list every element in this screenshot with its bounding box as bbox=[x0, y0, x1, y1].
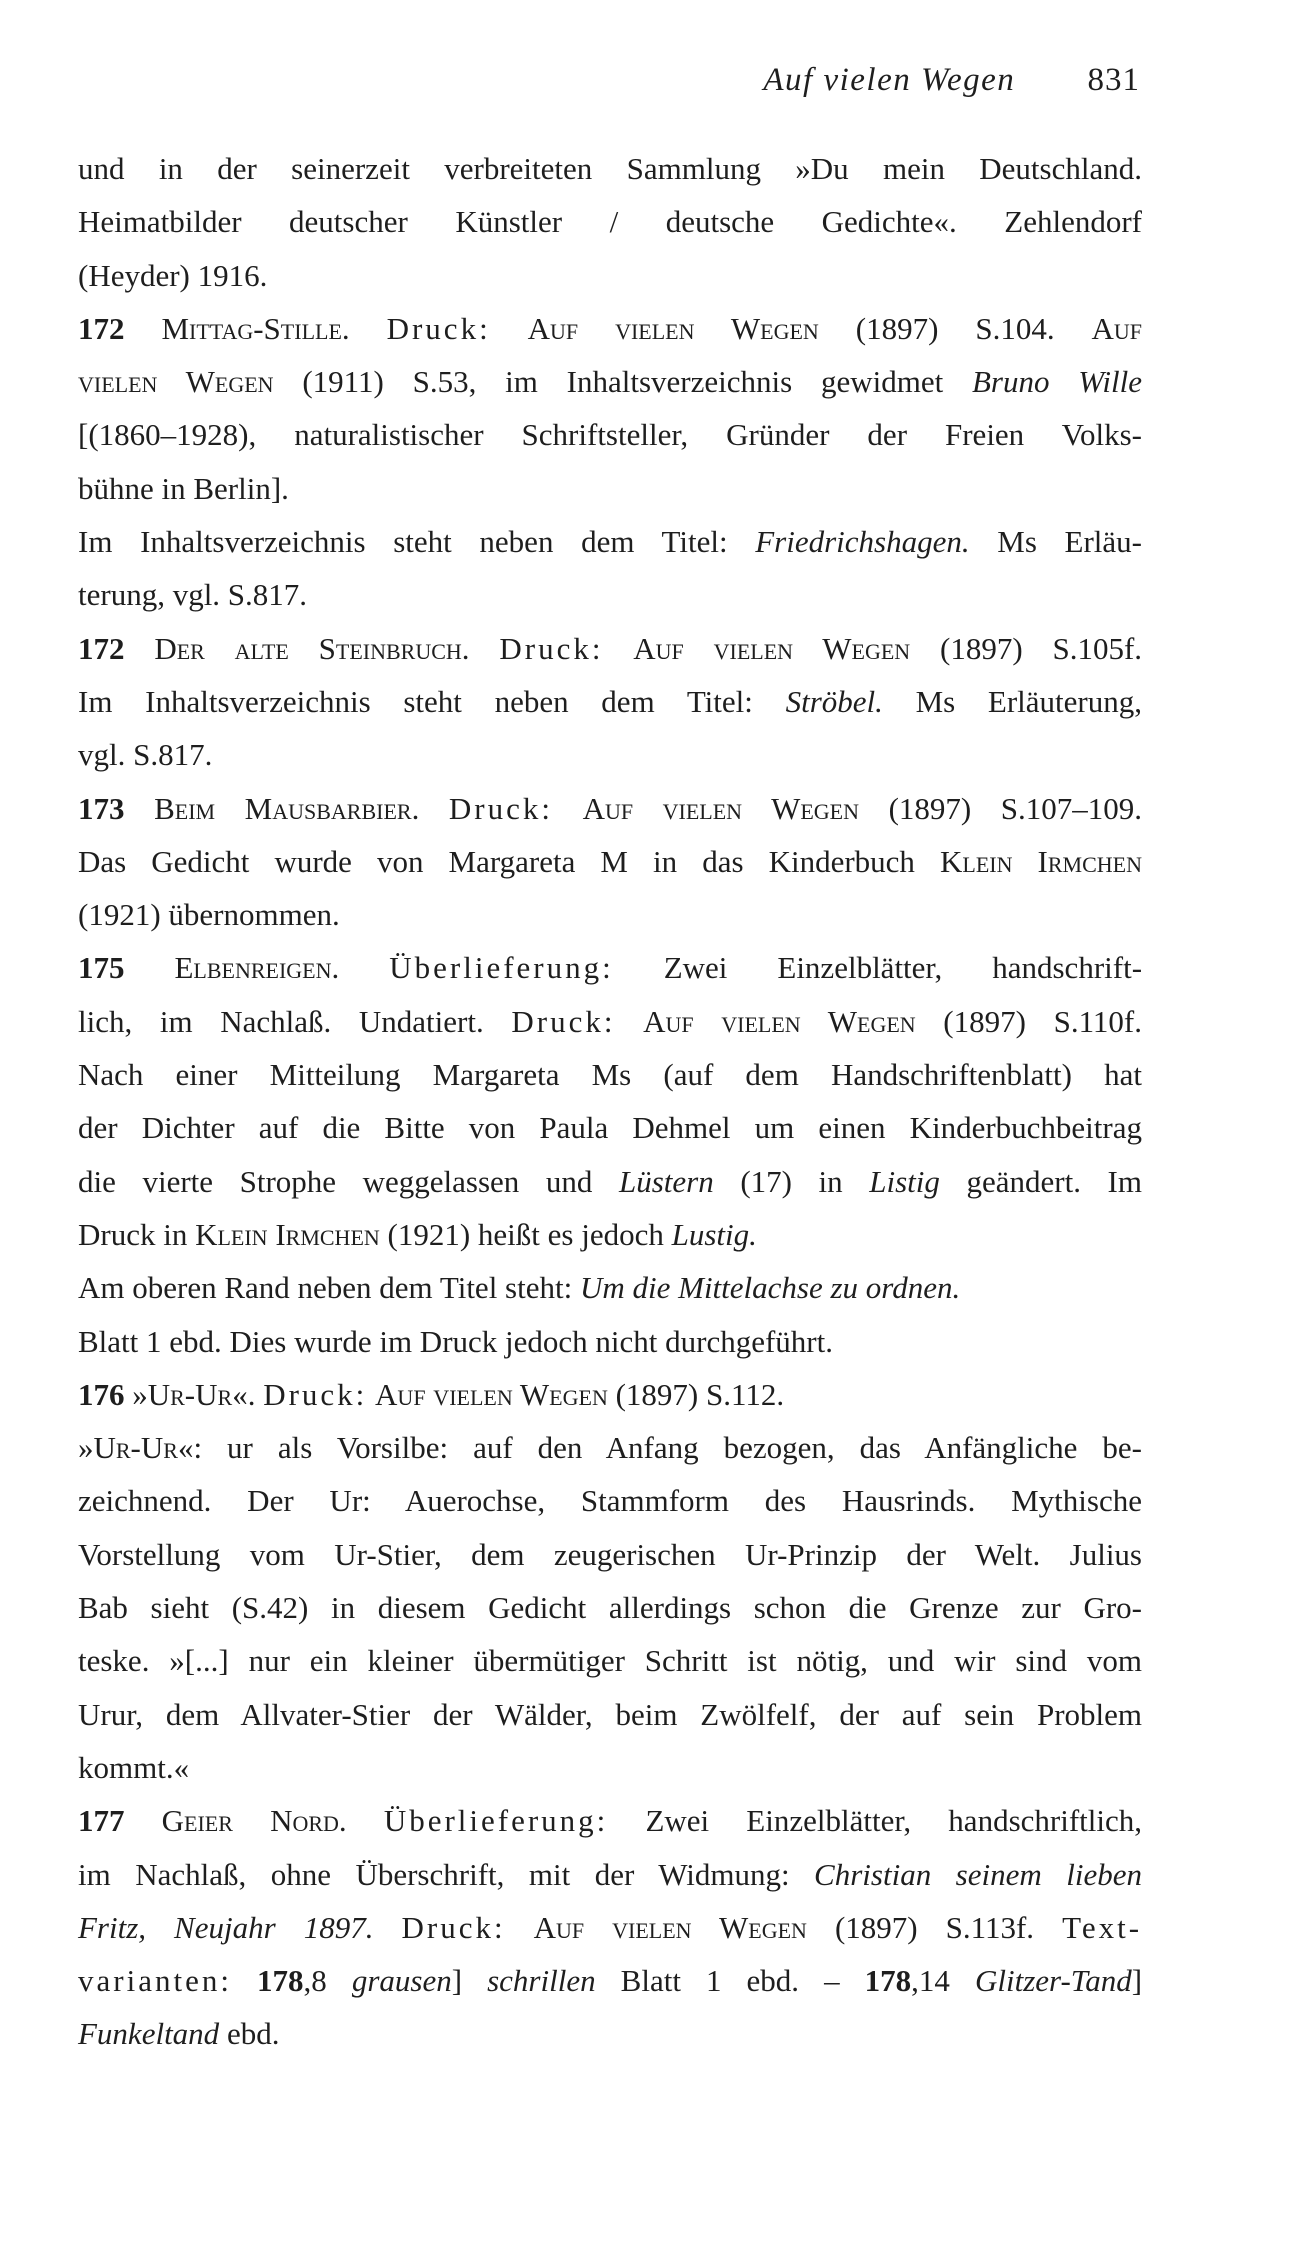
italic-text: Fritz, Neujahr 1897. bbox=[78, 1909, 374, 1945]
text-segment bbox=[615, 1004, 643, 1039]
text-segment: (Heyder) 1916. bbox=[78, 257, 268, 293]
italic-text: grausen bbox=[351, 1963, 452, 1999]
text-segment: «. bbox=[232, 1376, 264, 1412]
entry-number: 172 bbox=[78, 310, 125, 346]
spaced-label: Druck: bbox=[263, 1376, 368, 1412]
small-caps-title: Mittag-Stille bbox=[161, 310, 342, 346]
text-segment: Heimatbilder deutscher Künstler / deutsche Gedichte«. Zehlendorf bbox=[78, 204, 1142, 240]
text-line bbox=[78, 1421, 1142, 1474]
text-segment: » bbox=[78, 1430, 94, 1466]
text-line bbox=[78, 195, 1142, 248]
entry-number: 172 bbox=[78, 630, 125, 666]
text-line bbox=[78, 249, 1142, 302]
small-caps-title: Auf vielen Wegen bbox=[375, 1376, 608, 1412]
text-segment: Im Inhaltsverzeichnis steht neben dem Titel: bbox=[78, 683, 786, 719]
text-line bbox=[78, 1315, 1142, 1368]
text-segment: . bbox=[341, 310, 387, 346]
spaced-label: Druck: bbox=[511, 1003, 616, 1039]
italic-text: Funkeltand bbox=[78, 2016, 220, 2052]
entry-number: 178 bbox=[257, 1963, 304, 1999]
text-segment bbox=[125, 1803, 162, 1838]
text-segment: (1897) S.105f. bbox=[910, 630, 1143, 666]
italic-text: Lustig. bbox=[671, 1216, 757, 1252]
text-line bbox=[78, 1474, 1142, 1527]
text-segment: Am oberen Rand neben dem Titel steht: bbox=[78, 1270, 580, 1306]
text-segment: Ms Erläu- bbox=[969, 524, 1142, 560]
text-segment: (17) in bbox=[713, 1163, 870, 1199]
text-segment: der Dichter auf die Bitte von Paula Dehmel um einen Kinderbuchbeitrag bbox=[78, 1110, 1142, 1146]
text-line bbox=[78, 835, 1142, 888]
entry-number: 173 bbox=[78, 790, 125, 826]
spaced-label: varianten: bbox=[78, 1963, 232, 1999]
text-line bbox=[78, 941, 1142, 994]
text-line bbox=[78, 1101, 1142, 1154]
spaced-label: Druck: bbox=[499, 630, 604, 666]
text-segment: ,8 bbox=[303, 1963, 352, 1999]
italic-text: Ströbel. bbox=[785, 683, 883, 719]
text-line bbox=[78, 1688, 1142, 1741]
text-segment: (1921) heißt es jedoch bbox=[379, 1216, 672, 1252]
text-segment: (1897) S.107–109. bbox=[859, 790, 1143, 826]
text-segment: Vorstellung vom Ur-Stier, dem zeugerischen Ur-Prinzip der Welt. Julius bbox=[78, 1536, 1142, 1572]
text-segment: Druck in bbox=[78, 1216, 196, 1252]
text-segment bbox=[125, 950, 175, 985]
small-caps-title: Auf vielen Wegen bbox=[633, 630, 911, 666]
small-caps-title: Der alte Steinbruch bbox=[154, 630, 462, 666]
text-line bbox=[78, 568, 1142, 621]
spaced-label: Druck: bbox=[401, 1909, 506, 1945]
text-line bbox=[78, 995, 1142, 1048]
text-segment: im Nachlaß, ohne Überschrift, mit der Widmung: bbox=[78, 1856, 815, 1892]
small-caps-title: Geier Nord bbox=[161, 1803, 339, 1839]
text-segment: teske. »[...] nur ein kleiner übermütiger Schritt ist nötig, und wir sind vom bbox=[78, 1643, 1142, 1679]
text-segment bbox=[232, 1963, 257, 1998]
text-segment bbox=[125, 631, 155, 666]
text-segment: und in der seinerzeit verbreiteten Sammlung »Du mein Deutschland. bbox=[78, 151, 1142, 186]
text-line bbox=[78, 302, 1142, 355]
italic-text: Christian seinem lieben bbox=[814, 1856, 1142, 1892]
small-caps-title: Elbenreigen bbox=[174, 950, 332, 986]
entry-number: 176 bbox=[78, 1376, 125, 1412]
text-line bbox=[78, 408, 1142, 461]
text-line bbox=[78, 1208, 1142, 1261]
text-segment: Nach einer Mitteilung Margareta Ms (auf dem Handschriftenblatt) hat bbox=[78, 1057, 1142, 1093]
text-line bbox=[78, 1954, 1142, 2007]
text-segment: . bbox=[338, 1803, 384, 1839]
italic-text: Lüstern bbox=[618, 1163, 714, 1199]
text-segment: Bab sieht (S.42) in diesem Gedicht allerdings schon die Grenze zur Gro- bbox=[78, 1590, 1142, 1626]
spaced-label: Druck: bbox=[448, 790, 553, 826]
small-caps-title: Klein Irmchen bbox=[195, 1216, 380, 1252]
small-caps-title: Klein Irmchen bbox=[940, 843, 1142, 879]
text-segment: Das Gedicht wurde von Margareta M in das Kinderbuch bbox=[78, 843, 940, 879]
page-number: 831 bbox=[1087, 62, 1140, 98]
small-caps-title: Auf vielen Wegen bbox=[582, 790, 859, 826]
text-segment: (1897) S.104. bbox=[818, 310, 1092, 346]
italic-text: Um die Mittelachse zu ordnen. bbox=[579, 1270, 961, 1306]
text-segment: terung, vgl. S.817. bbox=[78, 577, 308, 613]
running-head bbox=[763, 60, 1140, 100]
text-segment: ] bbox=[451, 1963, 488, 1999]
text-segment: ] bbox=[1131, 1963, 1143, 1999]
text-line bbox=[78, 1528, 1142, 1581]
text-segment: «: ur als Vorsilbe: auf den Anfang bezogen, das Anfängliche be- bbox=[177, 1430, 1142, 1466]
entry-number: 178 bbox=[864, 1963, 912, 1999]
italic-text: Glitzer-Tand bbox=[974, 1963, 1132, 1999]
small-caps-title: Auf vielen Wegen bbox=[527, 310, 819, 346]
text-segment: . bbox=[331, 950, 390, 986]
text-segment: . bbox=[411, 790, 449, 826]
text-segment: Zwei Einzelblätter, handschrift- bbox=[613, 950, 1143, 986]
text-segment: kommt.« bbox=[78, 1749, 190, 1785]
spaced-label: Überlieferung: bbox=[389, 950, 614, 986]
text-line bbox=[78, 462, 1142, 515]
text-line bbox=[78, 782, 1142, 835]
text-segment: (1921) übernommen. bbox=[78, 897, 340, 933]
text-line bbox=[78, 2007, 1142, 2060]
text-segment bbox=[506, 1910, 534, 1945]
text-segment: [(1860–1928), naturalistischer Schriftsteller, Gründer der Freien Volks- bbox=[78, 417, 1142, 453]
text-segment bbox=[553, 791, 583, 826]
spaced-label: Überlieferung: bbox=[383, 1803, 609, 1839]
text-segment: Ms Erläuterung, bbox=[882, 683, 1142, 719]
text-line bbox=[78, 1794, 1142, 1847]
italic-text: schrillen bbox=[487, 1963, 596, 1999]
text-segment: zeichnend. Der Ur: Auerochse, Stammform des Hausrinds. Mythische bbox=[78, 1483, 1142, 1519]
text-line bbox=[78, 1048, 1142, 1101]
text-line bbox=[78, 1634, 1142, 1687]
text-segment: (1897) S.113f. bbox=[806, 1909, 1063, 1945]
spaced-label: Text- bbox=[1062, 1909, 1143, 1945]
running-title: Auf vielen Wegen bbox=[763, 62, 1016, 98]
small-caps-title: Ur-Ur bbox=[147, 1376, 233, 1412]
entry-number: 177 bbox=[78, 1803, 125, 1839]
text-segment bbox=[491, 311, 528, 346]
text-segment: ebd. bbox=[219, 2016, 280, 2052]
text-segment: lich, im Nachlaß. Undatiert. bbox=[78, 1003, 512, 1039]
text-segment bbox=[125, 311, 162, 346]
spaced-label: Druck: bbox=[386, 310, 491, 346]
text-segment: Blatt 1 ebd. – bbox=[595, 1963, 865, 1999]
text-segment: Urur, dem Allvater-Stier der Wälder, beim Zwölfelf, der auf sein Problem bbox=[78, 1696, 1142, 1732]
text-line bbox=[78, 622, 1142, 675]
text-line bbox=[78, 1368, 1142, 1421]
small-caps-title: Auf bbox=[1091, 310, 1143, 346]
text-line bbox=[78, 1741, 1142, 1794]
text-segment bbox=[125, 791, 155, 826]
text-segment: Zwei Einzelblätter, handschriftlich, bbox=[608, 1803, 1142, 1839]
italic-text: Listig bbox=[869, 1163, 940, 1199]
text-segment: (1897) S.110f. bbox=[915, 1003, 1143, 1039]
text-segment bbox=[373, 1910, 401, 1945]
text-line bbox=[78, 1155, 1142, 1208]
text-segment: die vierte Strophe weggelassen und bbox=[78, 1163, 619, 1199]
text-line bbox=[78, 1901, 1142, 1954]
text-segment: . bbox=[461, 630, 500, 666]
small-caps-title: Auf vielen Wegen bbox=[533, 1909, 807, 1945]
text-line bbox=[78, 1261, 1142, 1314]
text-segment: geändert. Im bbox=[939, 1163, 1142, 1199]
text-line bbox=[78, 515, 1142, 568]
text-segment bbox=[603, 631, 633, 666]
commentary-text bbox=[78, 142, 1142, 2061]
small-caps-title: Beim Mausbarbier bbox=[154, 790, 412, 826]
text-segment: (1897) S.112. bbox=[607, 1376, 785, 1412]
text-segment: bühne in Berlin]. bbox=[78, 470, 289, 506]
text-segment: Blatt 1 ebd. Dies wurde im Druck jedoch nicht durchgeführt. bbox=[78, 1323, 833, 1359]
text-segment: vgl. S.817. bbox=[78, 737, 213, 773]
text-line bbox=[78, 1848, 1142, 1901]
text-line bbox=[78, 355, 1142, 408]
small-caps-title: Ur-Ur bbox=[93, 1430, 178, 1466]
italic-text: Bruno Wille bbox=[972, 364, 1142, 400]
text-segment: (1911) S.53, im Inhaltsverzeichnis gewidmet bbox=[273, 364, 972, 400]
entry-number: 175 bbox=[78, 950, 125, 986]
small-caps-title: Auf vielen Wegen bbox=[643, 1003, 916, 1039]
text-line bbox=[78, 142, 1142, 195]
italic-text: Friedrichshagen. bbox=[755, 524, 970, 560]
text-line bbox=[78, 1581, 1142, 1634]
text-segment bbox=[367, 1377, 375, 1412]
text-segment: Im Inhaltsverzeichnis steht neben dem Titel: bbox=[78, 524, 756, 560]
text-line bbox=[78, 675, 1142, 728]
text-segment: ,14 bbox=[911, 1963, 975, 1999]
small-caps-title: vielen Wegen bbox=[78, 364, 274, 400]
text-line bbox=[78, 728, 1142, 781]
text-line bbox=[78, 888, 1142, 941]
text-segment: » bbox=[124, 1376, 148, 1412]
